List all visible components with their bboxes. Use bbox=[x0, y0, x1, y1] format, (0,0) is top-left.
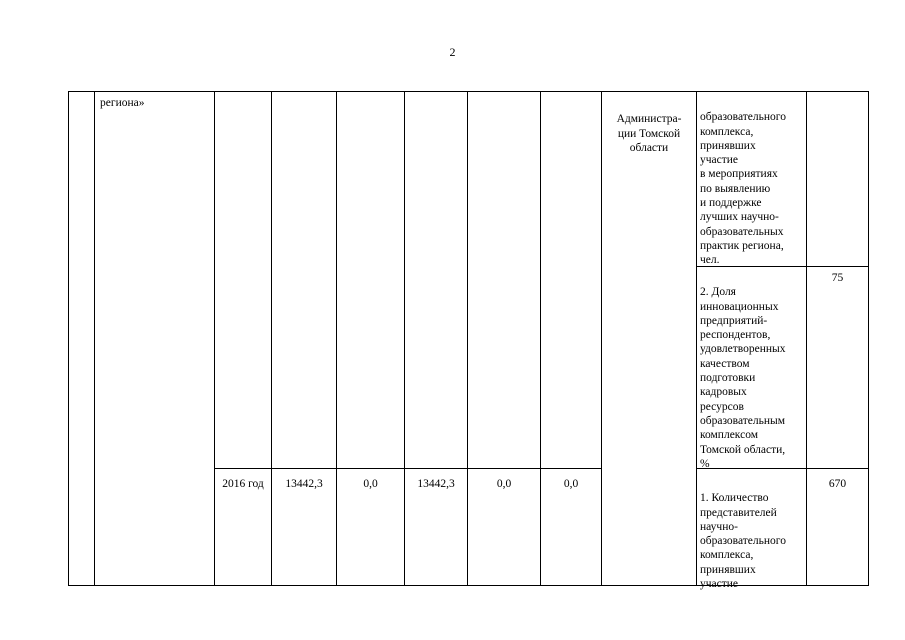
local-value: 0,0 bbox=[496, 478, 512, 490]
regional-value: 13442,3 bbox=[417, 478, 455, 490]
indicator-1-value-cell bbox=[807, 477, 868, 491]
indicator-2-value-cell bbox=[807, 271, 868, 285]
local-cell bbox=[468, 477, 540, 491]
col-border-3 bbox=[271, 91, 272, 586]
indicator-2-value: 75 bbox=[831, 272, 844, 284]
page-number: 2 bbox=[449, 45, 456, 59]
col-border-7 bbox=[540, 91, 541, 586]
total-value: 13442,3 bbox=[285, 478, 323, 490]
table-top-border bbox=[68, 91, 869, 92]
indicator-1-tail-text: образовательного комплекса, принявших участие в мероприятиях по выявлению и поддержке лучших научно- образовательных практик региона, чел. bbox=[700, 111, 786, 267]
indicator-1-cell bbox=[700, 477, 804, 591]
executor-text: Администра- ции Томской области bbox=[616, 113, 682, 154]
other-value: 0,0 bbox=[563, 478, 579, 490]
total-cell bbox=[272, 477, 336, 491]
event-name-text: региона» bbox=[100, 97, 145, 109]
col-border-8 bbox=[601, 91, 602, 586]
row-divider-2016 bbox=[214, 468, 601, 469]
indicator-1-value: 670 bbox=[828, 478, 847, 490]
col-border-5 bbox=[404, 91, 405, 586]
col-border-4 bbox=[336, 91, 337, 586]
col-border-1 bbox=[94, 91, 95, 586]
col-border-11 bbox=[868, 91, 869, 586]
indicator-1-text: 1. Количество представителей научно- образовательного комплекса, принявших участие bbox=[700, 492, 786, 591]
event-name-cell bbox=[100, 96, 210, 110]
col-border-10 bbox=[806, 91, 807, 586]
federal-value: 0,0 bbox=[363, 478, 378, 490]
year-cell bbox=[215, 477, 271, 491]
year-text: 2016 год bbox=[222, 478, 264, 490]
executor-cell bbox=[604, 98, 694, 155]
col-border-9 bbox=[696, 91, 697, 586]
indicator-1-tail-cell bbox=[700, 96, 804, 268]
federal-cell bbox=[337, 477, 404, 491]
col-border-2 bbox=[214, 91, 215, 586]
indicator-2-cell bbox=[700, 271, 804, 471]
indicator-2-text: 2. Доля инновационных предприятий- респондентов, удовлетворенных качеством подготовки кадровых ресурсов образовательным комплексом Томской области, % bbox=[700, 286, 786, 470]
col-border-6 bbox=[467, 91, 468, 586]
other-cell bbox=[541, 477, 601, 491]
regional-cell bbox=[405, 477, 467, 491]
col-border-0 bbox=[68, 91, 69, 586]
